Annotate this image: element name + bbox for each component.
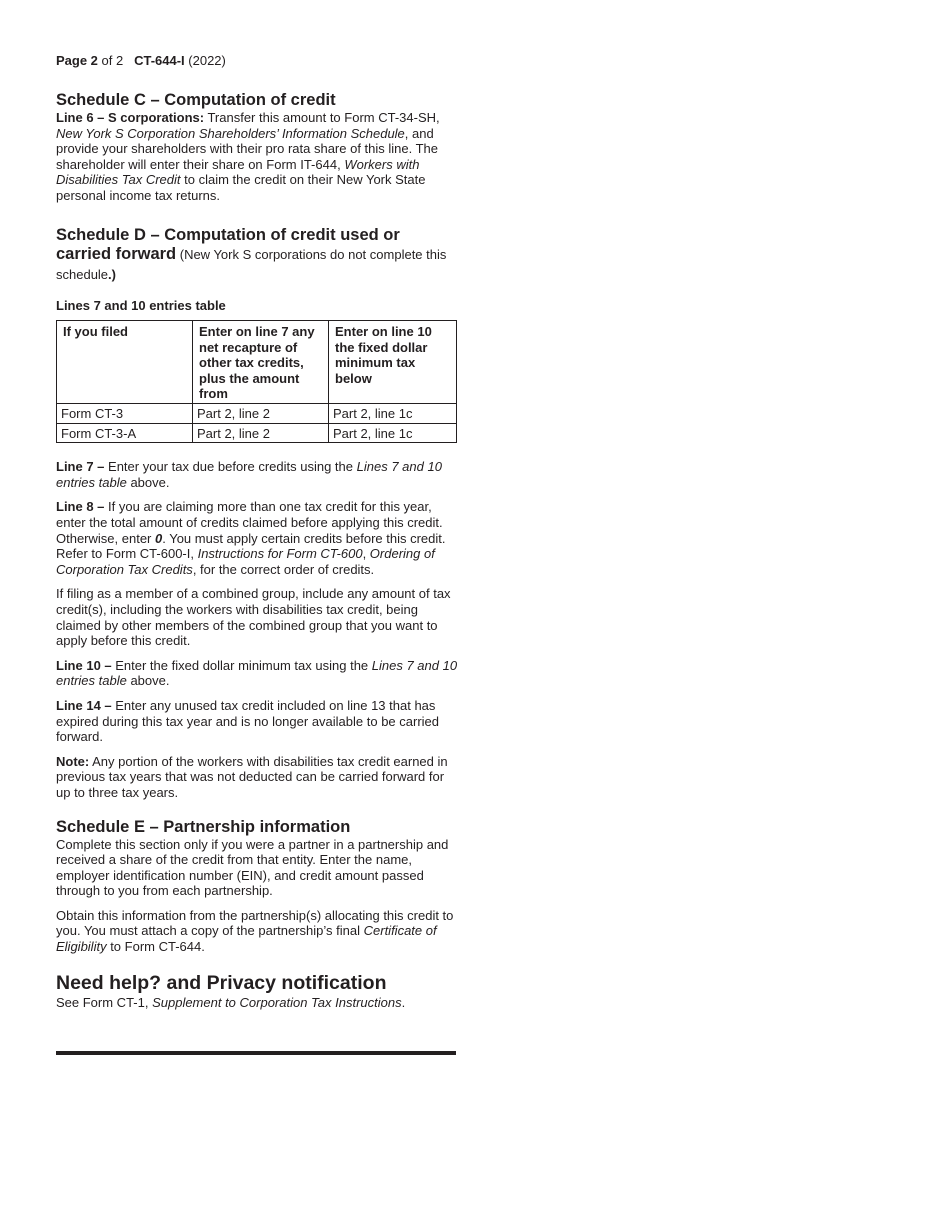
table-cell: Form CT-3-A xyxy=(57,423,193,443)
table-cell: Part 2, line 1c xyxy=(329,404,457,424)
table-header-row xyxy=(57,321,457,404)
bottom-rule xyxy=(56,1051,456,1055)
schedule-d-section xyxy=(56,226,458,801)
line7-text-1: Enter your tax due before credits using the xyxy=(104,459,357,475)
line6-label: Line 6 – S corporations: xyxy=(56,110,205,125)
table-header-cell: Enter on line 10 the fixed dollar minimum tax below xyxy=(329,321,457,404)
line8-italic-2: Ordering of Corporation Tax Credits xyxy=(56,546,435,577)
table-cell: Part 2, line 1c xyxy=(329,423,457,443)
line8-text-4: , for the correct order of credits. xyxy=(192,561,375,577)
schedule-c-title: Schedule C – Computation of credit xyxy=(56,91,336,109)
schedule-d-subtitle-b: .) xyxy=(108,266,116,282)
line14-label: Line 14 – xyxy=(56,697,112,713)
line8-text-2: . You must apply certain credits before this credit. Refer to Form CT-600-I, xyxy=(56,530,446,562)
line6-italic-1: New York S Corporation Shareholders’ Information Schedule xyxy=(56,125,405,141)
line8-text-3: , xyxy=(362,546,370,562)
line14-paragraph xyxy=(56,698,458,745)
line8-paragraph xyxy=(56,499,458,577)
line8-zero: 0 xyxy=(155,530,163,546)
page-content xyxy=(56,52,458,1010)
line14-text-1: Enter any unused tax credit included on line 13 that has expired during this tax year and is no longer available to be carried forward. xyxy=(56,697,440,745)
schedule-c-section xyxy=(56,90,458,204)
table-row xyxy=(57,423,457,443)
line7-italic-1: Lines 7 and 10 entries table xyxy=(56,459,442,490)
help-section xyxy=(56,971,458,1011)
schedule-e-text-1: Obtain this information from the partnership(s) allocating this credit to you. You must attach a copy of the partnership’s final xyxy=(56,907,454,939)
line8-label: Line 8 – xyxy=(56,499,105,515)
help-text-2: . xyxy=(401,994,406,1010)
line10-text-2: above. xyxy=(126,673,170,689)
line6-text-2: , and provide your shareholders with their pro rata share of this line. The shareholder will enter their share on Form IT-644, xyxy=(56,125,439,172)
line7-paragraph xyxy=(56,459,458,490)
schedule-e-section xyxy=(56,817,458,955)
table-cell: Part 2, line 2 xyxy=(193,423,329,443)
help-text-1: See Form CT-1, xyxy=(56,994,153,1010)
schedule-d-subtitle-a: (New York S corporations do not complete this schedule xyxy=(56,247,447,282)
schedule-e-italic-1: Certificate of Eligibility xyxy=(56,923,437,955)
line10-text-1: Enter the fixed dollar minimum tax using the xyxy=(111,657,372,673)
table-cell: Part 2, line 2 xyxy=(193,404,329,424)
page-header xyxy=(56,52,458,70)
line10-paragraph xyxy=(56,658,458,689)
table-cell: Form CT-3 xyxy=(57,404,193,424)
schedule-d-title-block xyxy=(56,226,458,285)
schedule-e-paragraph-1: Complete this section only if you were a partner in a partnership and received a share of the credit from that entity. Enter the name, employer identification number (EIN), and credit amount passed through to you from each partnership. xyxy=(56,836,449,899)
note-paragraph xyxy=(56,754,458,801)
line6-text-1: Transfer this amount to Form CT-34-SH, xyxy=(204,110,440,125)
note-label: Note: xyxy=(56,753,90,769)
note-text: Any portion of the workers with disabilities tax credit earned in previous tax years that was not deducted can be carried forward for up to three tax years. xyxy=(56,753,448,800)
schedule-e-title: Schedule E – Partnership information xyxy=(56,817,351,836)
combined-group-paragraph: If filing as a member of a combined group, include any amount of tax credit(s), including the workers with disabilities tax credit, being claimed by other members of the combined group that you want to apply before this credit. xyxy=(56,586,451,649)
line7-label: Line 7 – xyxy=(56,459,105,475)
table-row xyxy=(57,404,457,424)
line8-italic-1: Instructions for Form CT-600 xyxy=(197,546,363,562)
form-id: CT-644-I xyxy=(134,53,185,68)
line10-label: Line 10 – xyxy=(56,657,112,673)
schedule-d-title: Schedule D – Computation of credit used or carried forward xyxy=(56,225,400,264)
line6-italic-2: Workers with Disabilities Tax Credit xyxy=(56,156,420,188)
schedule-e-paragraph-2 xyxy=(56,908,458,955)
help-paragraph xyxy=(56,995,458,1011)
help-italic-1: Supplement to Corporation Tax Instructions xyxy=(152,994,402,1010)
table-header-cell: Enter on line 7 any net recapture of other tax credits, plus the amount from xyxy=(193,321,329,404)
line8-text-1: If you are claiming more than one tax credit for this year, enter the total amount of credits claimed before applying this credit. Otherwise, enter xyxy=(56,499,443,546)
schedule-e-text-2: to Form CT-644. xyxy=(106,939,205,955)
table-header-cell: If you filed xyxy=(57,321,193,404)
entries-table xyxy=(56,320,457,443)
line10-italic-1: Lines 7 and 10 entries table xyxy=(56,657,458,689)
help-title: Need help? and Privacy notification xyxy=(56,971,387,994)
page-of: of 2 xyxy=(101,53,124,68)
table-caption: Lines 7 and 10 entries table xyxy=(56,298,226,314)
form-year: (2022) xyxy=(188,53,226,68)
line6-text-3: to claim the credit on their New York State personal income tax returns. xyxy=(56,172,426,203)
page-label: Page 2 xyxy=(56,53,98,68)
line6-paragraph xyxy=(56,110,458,204)
line7-text-2: above. xyxy=(126,474,170,490)
